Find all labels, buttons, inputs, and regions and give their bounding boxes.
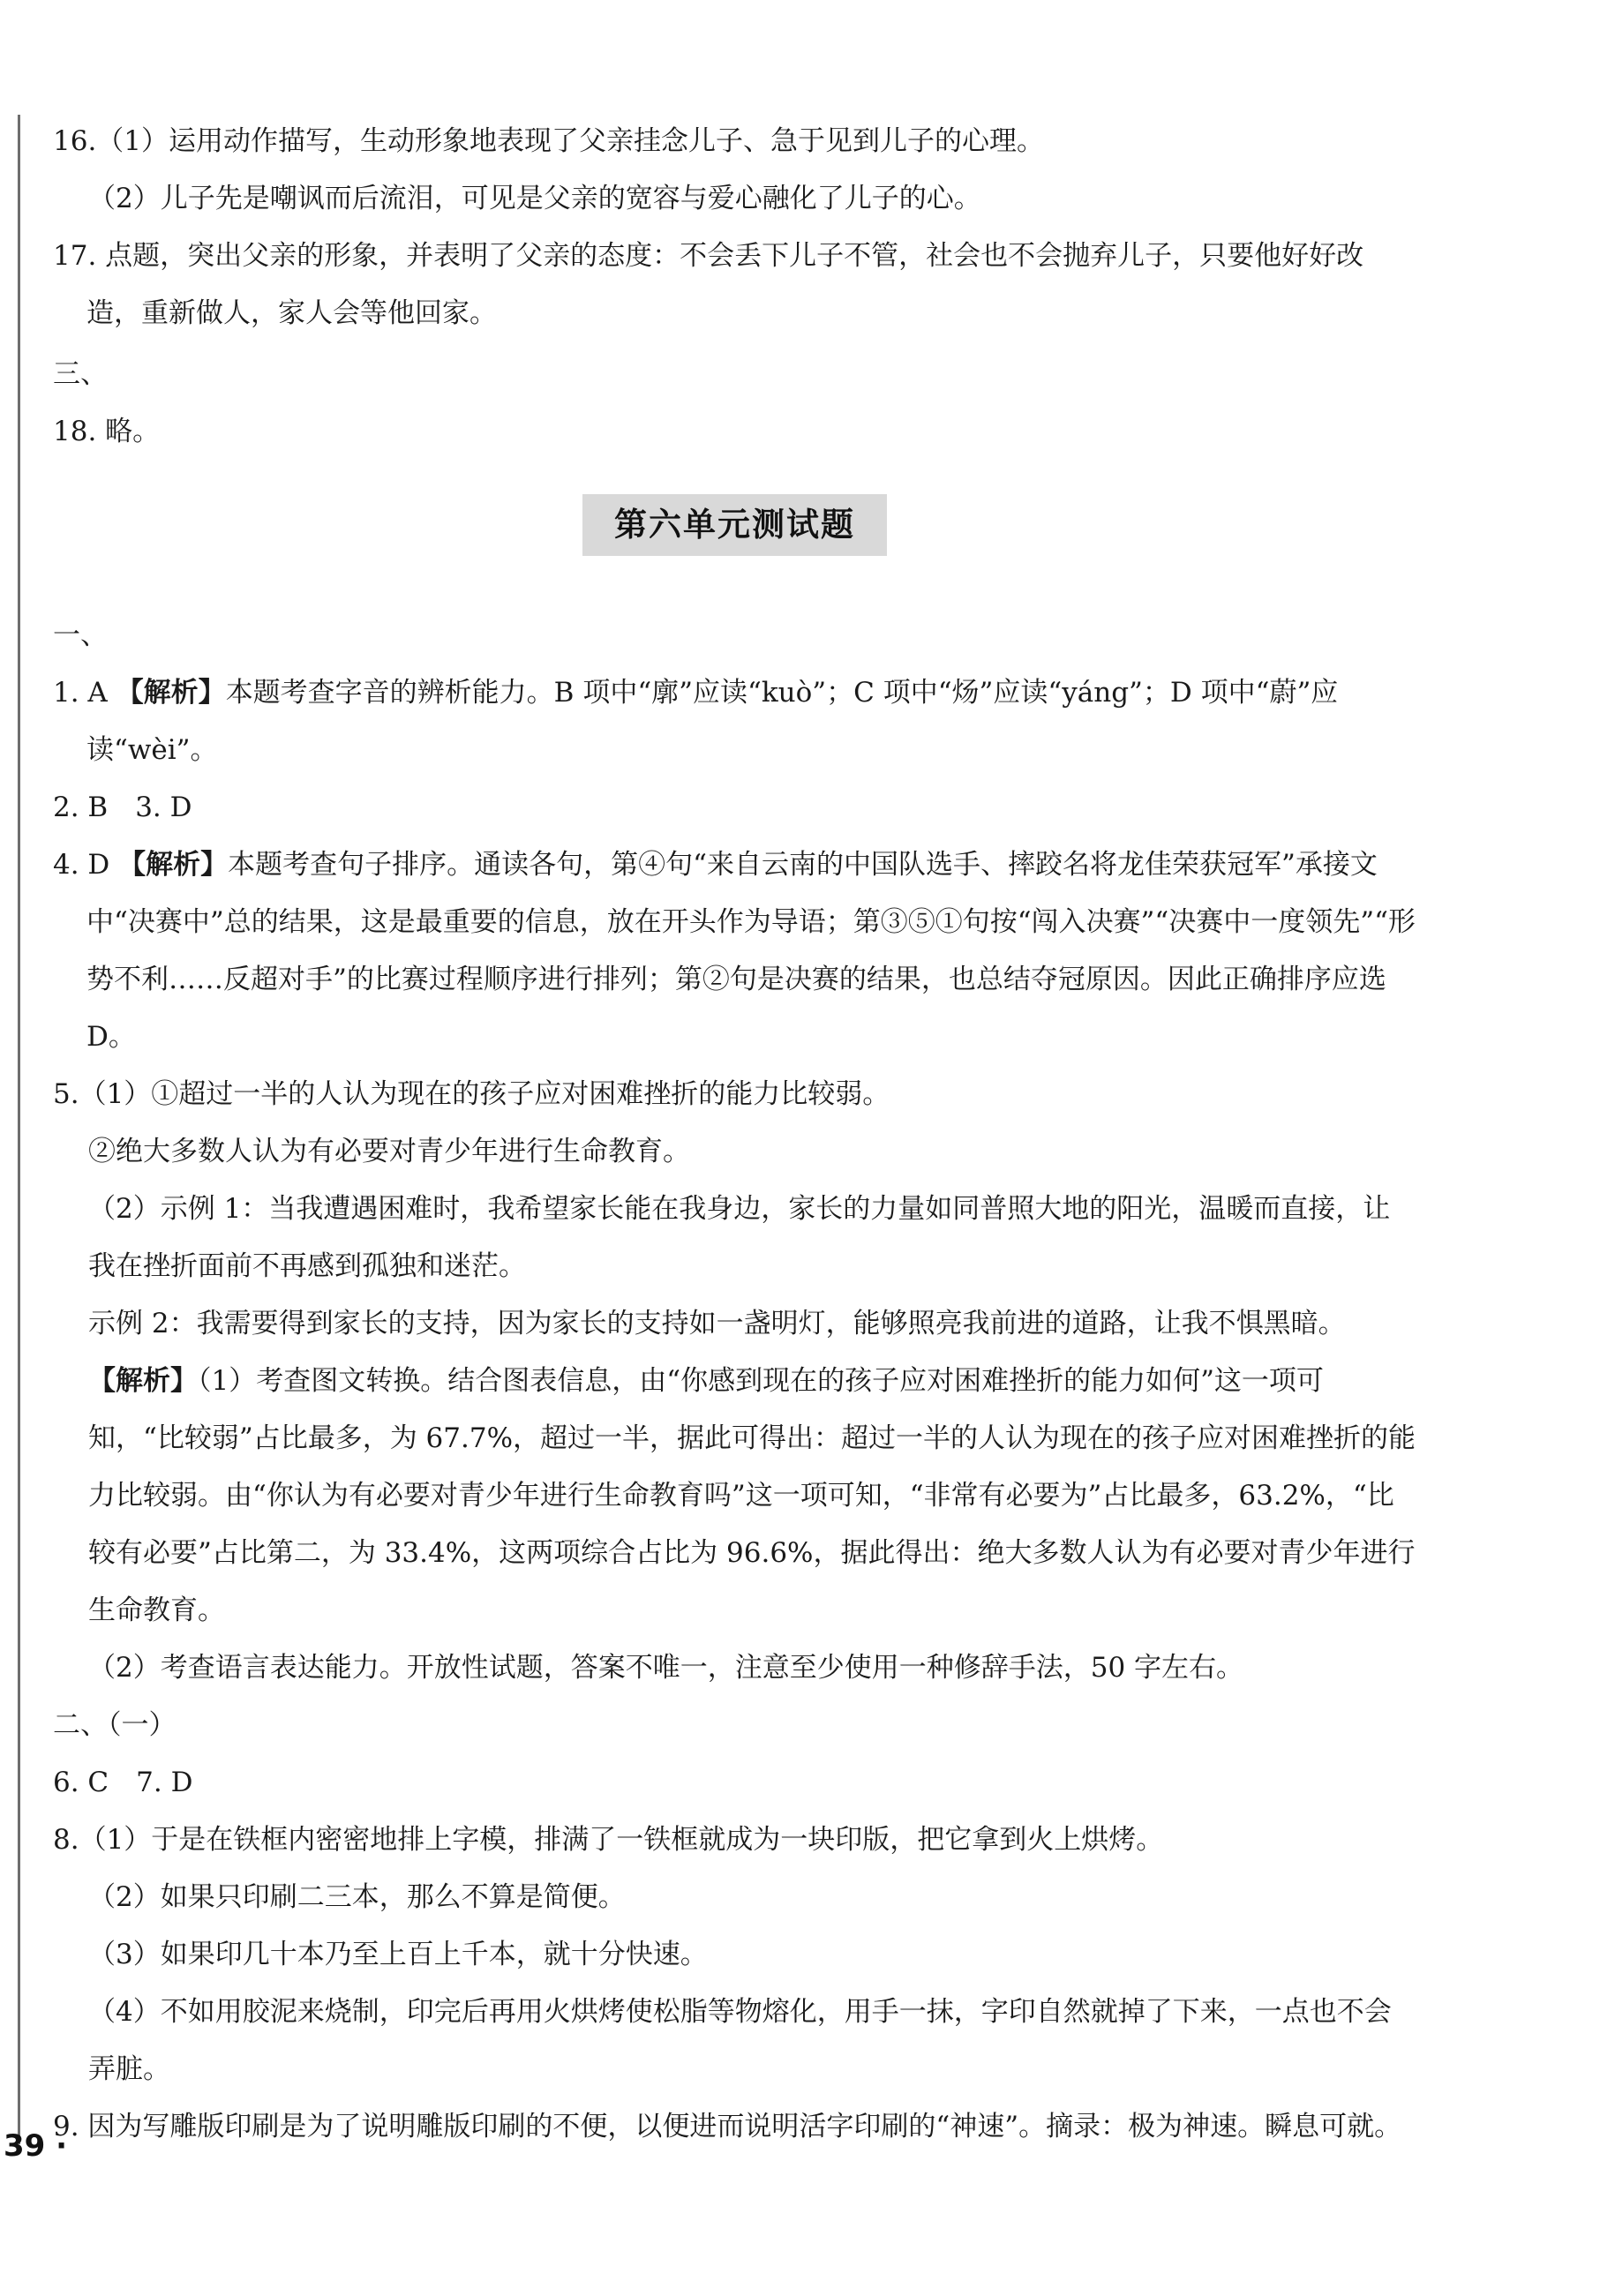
section-two-heading: 二、（一） <box>53 1709 177 1741</box>
answer-content <box>53 113 1416 2156</box>
answer-5-analysis-1 <box>53 1353 1416 1639</box>
answer-5-2a: （2）示例 1：当我遭遇困难时，我希望家长能在我身边，家长的力量如同普照大地的阳光，温暖而直接，让我在挫折面前不再感到孤独和迷茫。 <box>88 1193 1391 1282</box>
answer-4-analysis: 本题考查句子排序。通读各句，第④句“来自云南的中国队选手、摔跤名将龙佳荣获冠军”承接文中“决赛中”总的结果，这是最重要的信息，放在开头作为导语；第③⑤①句按“闯入决赛”“决赛中一度领先”“形势不利……反超对手”的比赛过程顺序进行排列；第②句是决赛的结果，也总结夺冠原因。因此正确排序应选 D。 <box>86 849 1416 1053</box>
answer-8-1: 8.（1）于是在铁框内密密地排上字模，排满了一铁框就成为一块印版，把它拿到火上烘烤。 <box>53 1824 1164 1856</box>
answer-9: 9. 因为写雕版印刷是为了说明雕版印刷的不便，以便进而说明活字印刷的“神速”。摘录：极为神速。瞬息可就。 <box>53 2111 1402 2142</box>
margin-rule <box>18 115 20 2144</box>
answer-5-analysis-1-text: （1）考查图文转换。结合图表信息，由“你感到现在的孩子应对困难挫折的能力如何”这一项可知，“比较弱”占比最多，为 67.7%，超过一半，据此可得出：超过一半的人认为现在的孩子应对困难挫折的能力比较弱。由“你认为有必要对青少年进行生命教育吗”这一项可知，“非常有必要为”占比最多，63.2%，“比较有必要”占比第二，为 33.4%，这两项综合占比为 96.6%，据此得出：绝大多数人认为有必要对青少年进行生命教育。 <box>88 1365 1416 1626</box>
analysis-tag: 【解析】 <box>118 849 229 881</box>
unit-title: 第六单元测试题 <box>582 494 887 556</box>
analysis-tag: 【解析】 <box>88 1365 198 1397</box>
answer-1 <box>53 664 1416 779</box>
answer-1-analysis: 本题考查字音的辨析能力。B 项中“廓”应读“kuò”；C 项中“炀”应读“yáng”；D 项中“蔚”应读“wèi”。 <box>86 677 1339 766</box>
section-one-heading: 一、 <box>53 619 108 651</box>
answer-8-4: （4）不如用胶泥来烧制，印完后再用火烘烤使松脂等物熔化，用手一抹，字印自然就掉了下来，一点也不会弄脏。 <box>88 1996 1392 2085</box>
page-number: 39 · <box>4 2128 68 2164</box>
answer-18: 18. 略。 <box>53 416 161 447</box>
answer-5-analysis-2: （2）考查语言表达能力。开放性试题，答案不唯一，注意至少使用一种修辞手法，50 字左右。 <box>88 1652 1244 1684</box>
answer-8-3: （3）如果印几十本乃至上百上千本，就十分快速。 <box>88 1939 708 1970</box>
answer-6-7: 6. C 7. D <box>53 1767 193 1798</box>
answer-8-2: （2）如果只印刷二三本，那么不算是简便。 <box>88 1881 626 1913</box>
answer-16-1: 16.（1）运用动作描写，生动形象地表现了父亲挂念儿子、急于见到儿子的心理。 <box>53 125 1045 157</box>
answer-17: 17. 点题，突出父亲的形象，并表明了父亲的态度：不会丢下儿子不管，社会也不会抛弃儿子，只要他好好改造，重新做人，家人会等他回家。 <box>53 240 1364 329</box>
answer-2-3: 2. B 3. D <box>53 792 192 823</box>
answer-5-2b: 示例 2：我需要得到家长的支持，因为家长的支持如一盏明灯，能够照亮我前进的道路，让我不惧黑暗。 <box>88 1308 1346 1339</box>
answer-5-1a: 5.（1）①超过一半的人认为现在的孩子应对困难挫折的能力比较弱。 <box>53 1078 890 1110</box>
answer-1-choice: 1. A <box>53 677 108 709</box>
answer-5-1b: ②绝大多数人认为有必要对青少年进行生命教育。 <box>88 1136 690 1167</box>
section-three-heading: 三、 <box>53 358 108 390</box>
unit-title-block <box>53 461 1416 607</box>
analysis-tag: 【解析】 <box>116 677 226 709</box>
answer-4-choice: 4. D <box>53 849 110 881</box>
answer-4 <box>53 837 1416 1066</box>
answer-16-2: （2）儿子先是嘲讽而后流泪，可见是父亲的宽容与爱心融化了儿子的心。 <box>88 183 981 214</box>
